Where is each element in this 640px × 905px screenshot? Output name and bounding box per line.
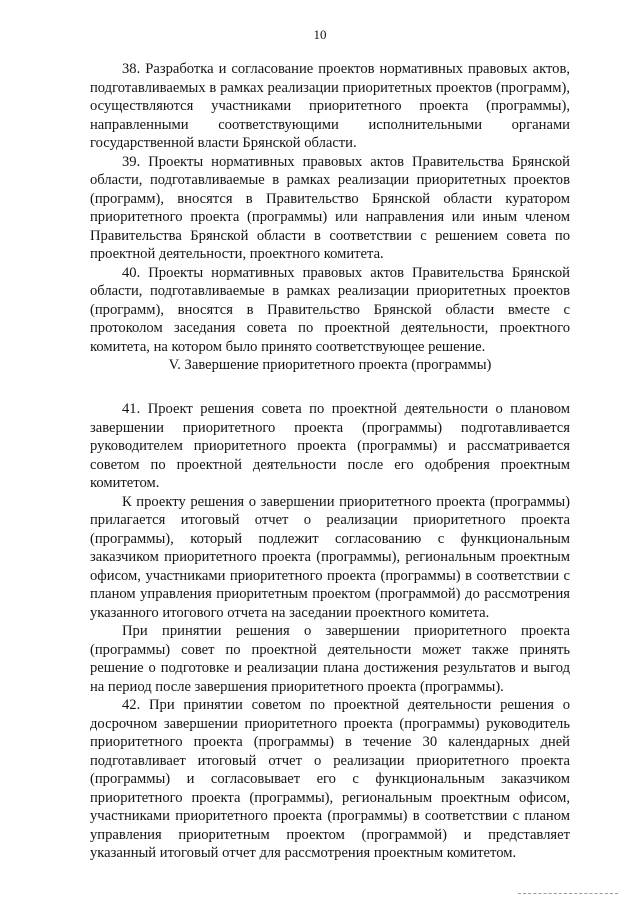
paragraph-41: 41. Проект решения совета по проектной деятельности о плановом завершении приоритетного проекта (программы) подготавливается руководителем приоритетного проекта (программы) и рассматривается советом по проектной деятельности после его одобрения проектным комитетом. xyxy=(90,401,570,491)
page-number: 10 xyxy=(313,27,327,42)
paragraph-41-report: К проекту решения о завершении приоритетного проекта (программы) прилагается итоговый отчет о реализации приоритетного проекта (программы), который подлежит согласованию с функциональным заказчиком приоритетного проекта (программы), региональным проектным офисом, участниками приоритетного проекта (программы) в соответствии с планом управления приоритетным проектом (программой) до рассмотрения указанного итогового отчета на заседании проектного комитета. xyxy=(90,493,570,621)
paragraph-40: 40. Проекты нормативных правовых актов Правительства Брянской области, подготавливаемые в рамках реализации приоритетных проектов (программ), вносятся в Правительство Брянской области вместе с протоколом заседания совета по проектной деятельности, проектного комитета, на котором было принято соответствующее решение. xyxy=(90,264,570,355)
paragraph-39: 39. Проекты нормативных правовых актов Правительства Брянской области, подготавливаемые в рамках реализации приоритетных проектов (программ), вносятся в Правительство Брянской области куратором приоритетного проекта (программы) или направления или иным членом Правительства Брянской области в соответствии с решением совета по проектной деятельности, проектного комитета. xyxy=(90,153,570,262)
paragraph-41-decision: При принятии решения о завершении приоритетного проекта (программы) совет по проектной деятельности может также принять решение о подготовке и реализации плана достижения результатов и выгод на период после завершения приоритетного проекта (программы). xyxy=(90,623,570,695)
footer-divider xyxy=(518,893,618,894)
paragraph-38: 38. Разработка и согласование проектов нормативных правовых актов, подготавливаемых в рамках реализации приоритетных проектов (программ), осуществляются участниками приоритетного проекта (программы), направленными соответствующими исполнительными органами государственной власти Брянской области. xyxy=(90,61,570,151)
paragraph-42: 42. При принятии советом по проектной деятельности решения о досрочном завершении приоритетного проекта (программы) руководитель приоритетного проекта (программы) в течение 30 календарных дней подготавливает итоговый отчет о реализации приоритетного проекта (программы) и согласовывает его с функциональным заказчиком приоритетного проекта (программы), региональным проектным офисом, участниками приоритетного проекта (программы) в соответствии с планом управления приоритетным проектом (программой) и представляет указанный итоговый отчет для рассмотрения проектным комитетом. xyxy=(90,697,570,861)
paragraph-block-top xyxy=(90,60,570,356)
paragraph-block-bottom xyxy=(90,400,570,863)
section-heading: V. Завершение приоритетного проекта (программы) xyxy=(168,357,492,373)
